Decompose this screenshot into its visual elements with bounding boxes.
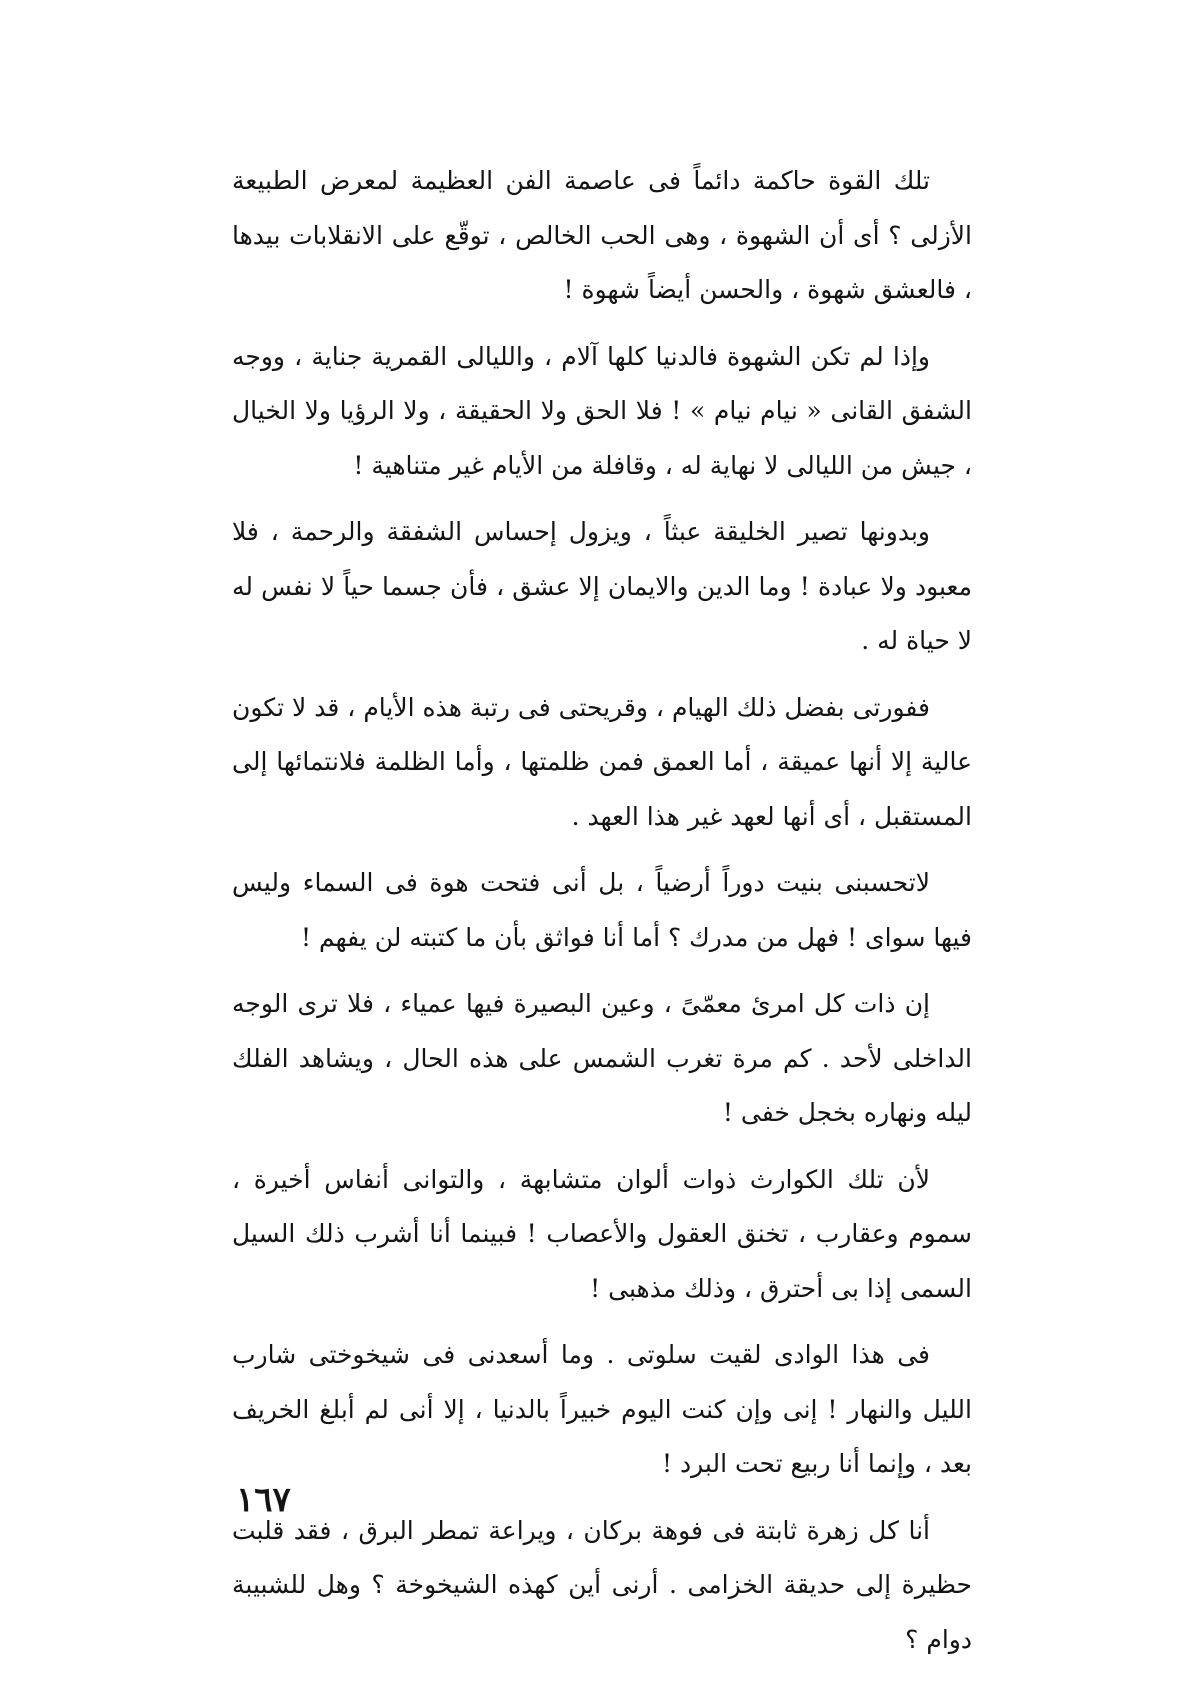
paragraph: إن ذات كل امرئ معمّىً ، وعين البصيرة فيها عمياء ، فلا ترى الوجه الداخلى لأحد . كم مرة تغرب الشمس على هذه الحال ، ويشاهد الفلك ليله ونهاره بخجل خفى !	[232, 989, 972, 1127]
page-number: ١٦٧	[236, 1480, 291, 1520]
body-text	[232, 154, 972, 1667]
paragraph: وإذا لم تكن الشهوة فالدنيا كلها آلام ، والليالى القمرية جناية ، ووجه الشفق القانى « نيام نيام » ! فلا الحق ولا الحقيقة ، ولا الرؤيا ولا الخيال ، جيش من الليالى لا نهاية له ، وقافلة من الأيام غير متناهية !	[232, 341, 972, 480]
paragraph: لاتحسبنى بنيت دوراً أرضياً ، بل أنى فتحت هوة فى السماء وليس فيها سواى ! فهل من مدرك ؟ أما أنا فواثق بأن ما كتبته لن يفهم !	[232, 868, 972, 952]
paragraph: تلك القوة حاكمة دائماً فى عاصمة الفن العظيمة لمعرض الطبيعة الأزلى ؟ أى أن الشهوة ، وهى الحب الخالص ، توقّع على الانقلابات بيدها ، فالعشق شهوة ، والحسن أيضاً شهوة !	[232, 166, 972, 304]
paragraph: أنا كل زهرة ثابتة فى فوهة بركان ، ويراعة تمطر البرق ، فقد قلبت حظيرة إلى حديقة الخزامى . أرنى أين كهذه الشيخوخة ؟ وهل للشبيبة دوام ؟	[232, 1515, 972, 1654]
paragraph: فى هذا الوادى لقيت سلوتى . وما أسعدنى فى شيخوختى شارب الليل والنهار ! إنى وإن كنت اليوم خبيراً بالدنيا ، إلا أنى لم أبلغ الخريف بعد ، وإنما أنا ربيع تحت البرد !	[232, 1340, 972, 1478]
paragraph: لأن تلك الكوارث ذوات ألوان متشابهة ، والتوانى أنفاس أخيرة ، سموم وعقارب ، تخنق العقول والأعصاب ! فبينما أنا أشرب ذلك السيل السمى إذا بى أحترق ، وذلك مذهبى !	[232, 1164, 972, 1303]
paragraph: وبدونها تصير الخليقة عبثاً ، ويزول إحساس الشفقة والرحمة ، فلا معبود ولا عبادة ! وما الدين والايمان إلا عشق ، فأن جسما حياً لا نفس له لا حياة له .	[232, 517, 972, 655]
paragraph: ففورتى بفضل ذلك الهيام ، وقريحتى فى رتبة هذه الأيام ، قد لا تكون عالية إلا أنها عميقة ، أما العمق فمن ظلمتها ، وأما الظلمة فلانتمائها إلى المستقبل ، أى أنها لعهد غير هذا العهد .	[232, 692, 972, 831]
